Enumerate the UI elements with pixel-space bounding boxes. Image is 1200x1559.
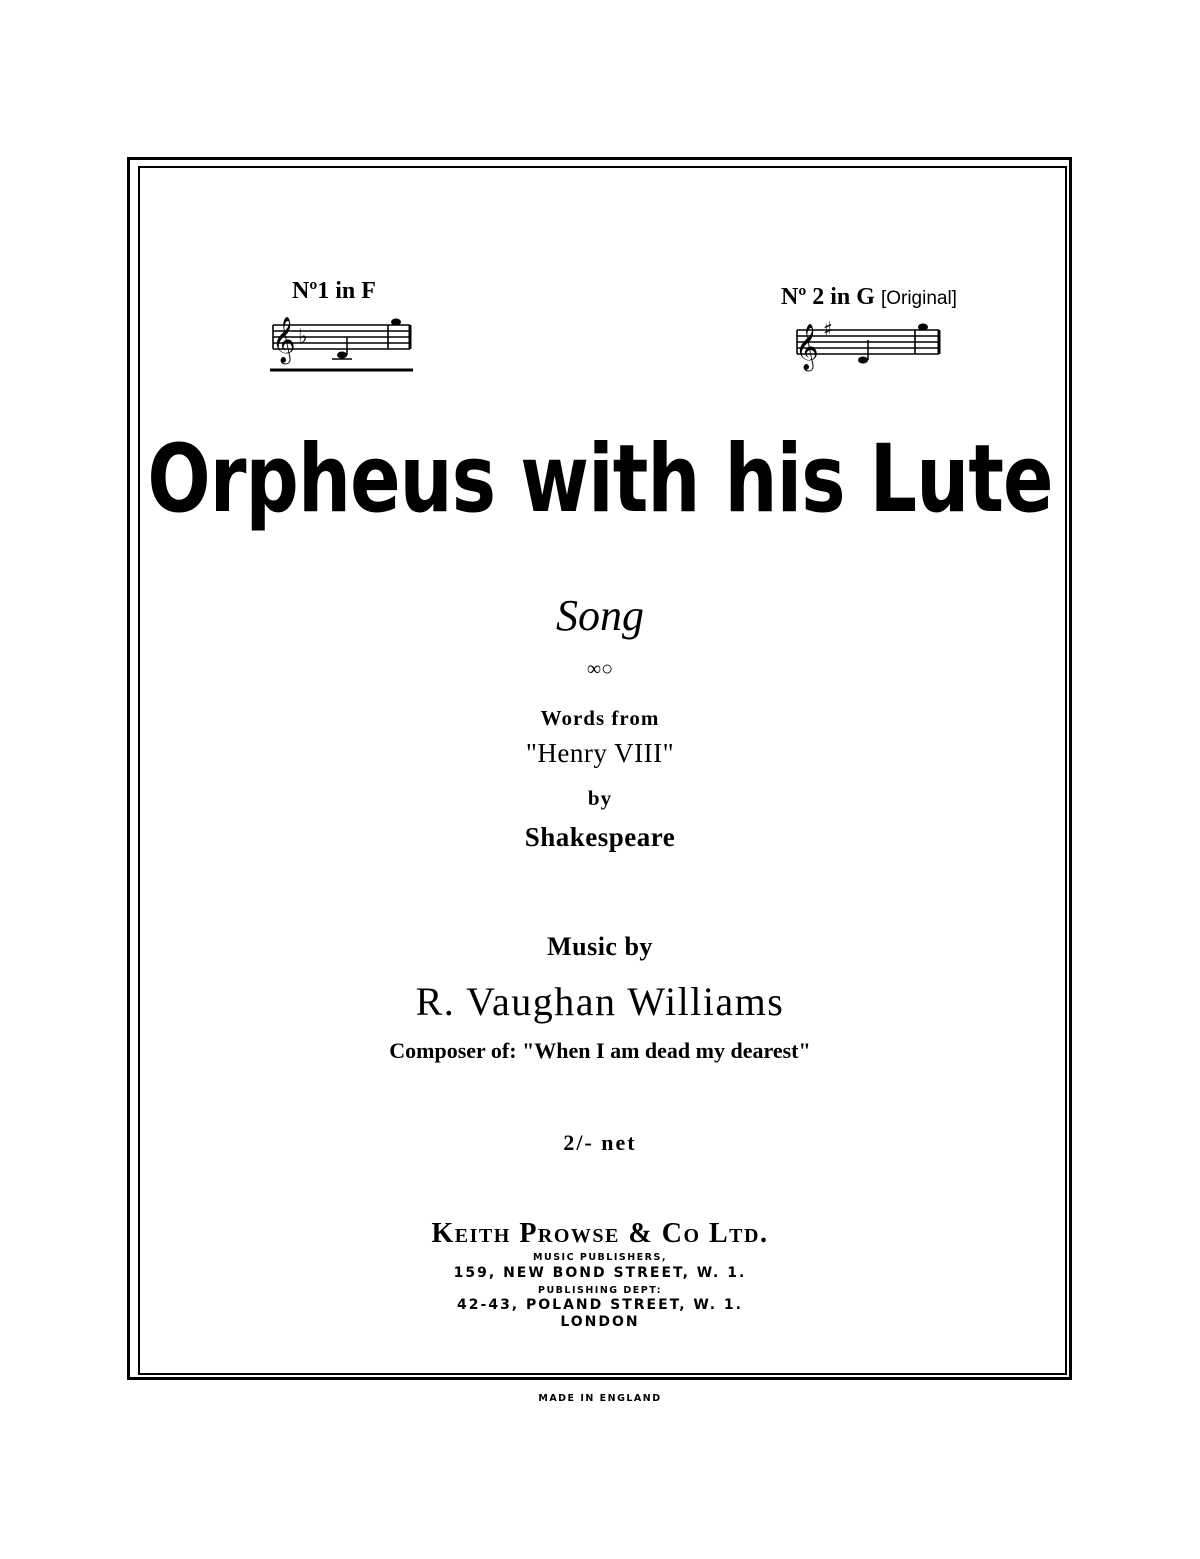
poet-name: Shakespeare [524, 822, 676, 852]
publisher-line-1: MUSIC PUBLISHERS, [533, 1252, 667, 1263]
words-from: Words from [540, 706, 660, 730]
subtitle: Song [556, 591, 644, 640]
key-2-name: Nº 2 in G [781, 284, 875, 310]
publisher-line-5: LONDON [560, 1314, 640, 1330]
key-2-label [781, 284, 957, 311]
key-1-label: Nº1 in F [292, 278, 376, 304]
treble-clef-icon: 𝄞 [272, 317, 296, 363]
key-2-sub: [Original] [880, 288, 957, 309]
flat-icon: ♭ [298, 324, 308, 348]
key-1-staff [268, 303, 418, 378]
footer-made-in: MADE IN ENGLAND [538, 1393, 662, 1404]
ornament: ∞○ [586, 658, 614, 680]
music-by: Music by [547, 932, 653, 961]
song-title: Orpheus with his Lute [147, 425, 1053, 534]
key-2-staff [795, 310, 945, 380]
sharp-icon: ♯ [823, 317, 833, 341]
price: 2/- net [563, 1130, 637, 1155]
publisher-name: Keith Prowse & Co Ltd. [431, 1218, 769, 1249]
publisher-line-3: PUBLISHING DEPT: [538, 1285, 662, 1296]
treble-clef-icon: 𝄞 [795, 324, 819, 370]
publisher-line-2: 159, NEW BOND STREET, W. 1. [453, 1265, 747, 1281]
publisher-line-4: 42-43, POLAND STREET, W. 1. [457, 1297, 743, 1313]
play-title: "Henry VIII" [525, 738, 675, 768]
by-text: by [587, 786, 613, 810]
composer-of: Composer of: "When I am dead my dearest" [389, 1038, 811, 1063]
composer-name: R. Vaughan Williams [415, 979, 785, 1024]
